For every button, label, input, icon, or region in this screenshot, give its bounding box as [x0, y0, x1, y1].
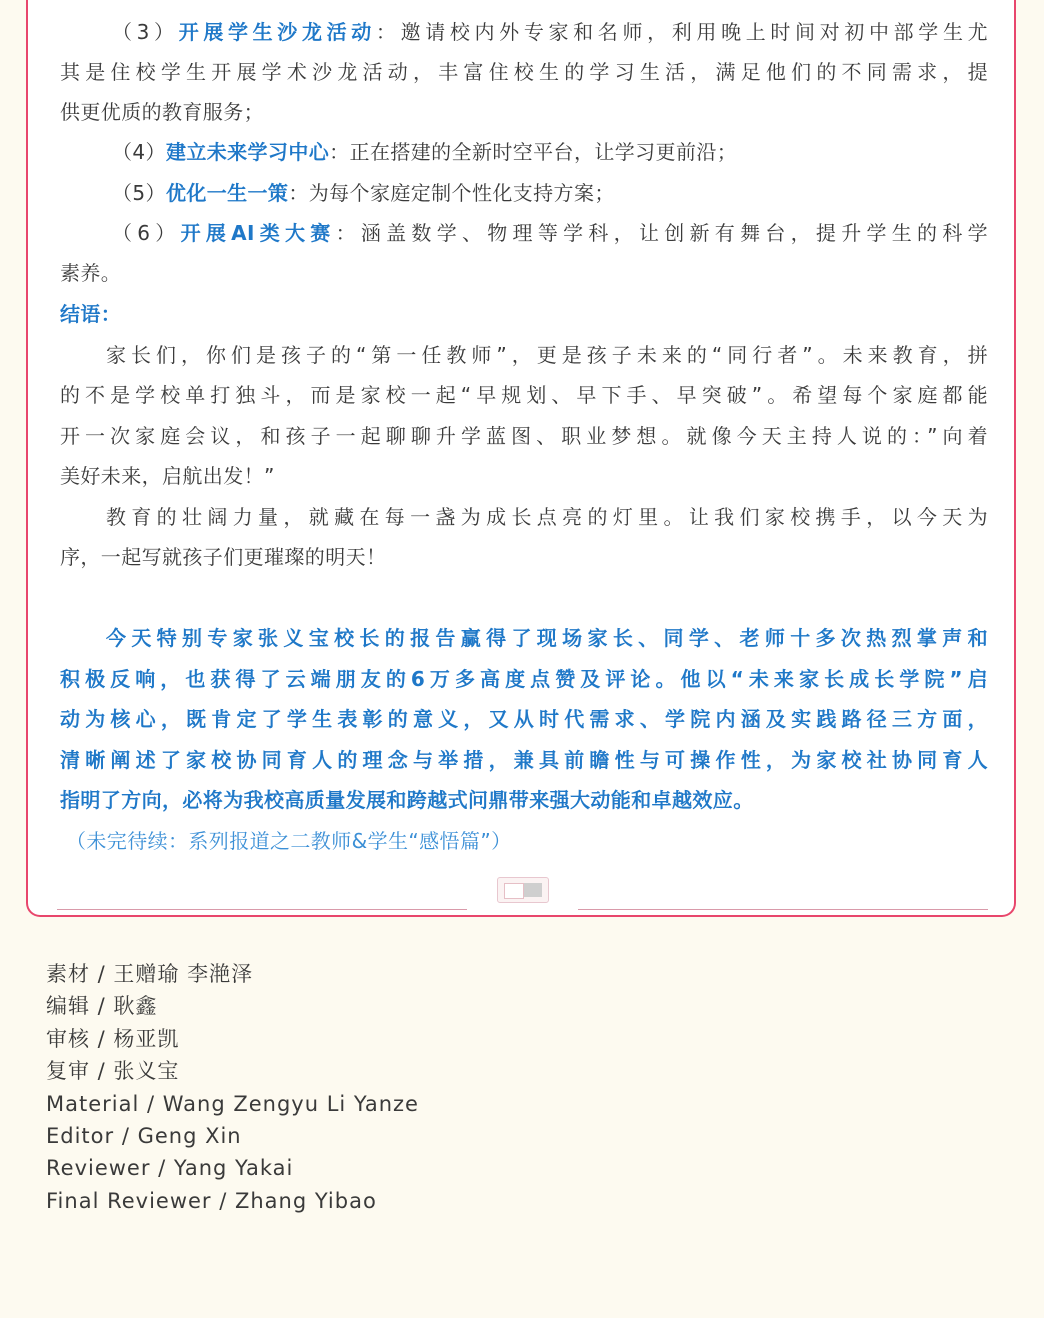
- credit-reviewer-cn: 审核 / 杨亚凯: [46, 1026, 180, 1051]
- item-3-line-2: 其是住校学生开展学术沙龙活动，丰富住校生的学习生活，满足他们的不同需求，提: [60, 60, 988, 84]
- item-4-title: 建立未来学习中心: [165, 140, 330, 164]
- summary-line-3: 动为核心，既肯定了学生表彰的意义，又从时代需求、学院内涵及实践路径三方面，: [60, 707, 988, 731]
- item-6-line-2: 素养。: [60, 261, 122, 285]
- item-4-line: （4）建立未来学习中心：正在搭建的全新时空平台，让学习更前沿；: [112, 140, 738, 164]
- credit-reviewer-en: Reviewer / Yang Yakai: [46, 1156, 294, 1181]
- credit-editor-en: Editor / Geng Xin: [46, 1123, 242, 1148]
- credits-block: [46, 958, 646, 1217]
- credit-final-reviewer-cn: 复审 / 张义宝: [46, 1059, 180, 1084]
- credit-final-reviewer-en: Final Reviewer / Zhang Yibao: [46, 1188, 377, 1213]
- credit-material-en: Material / Wang Zengyu Li Yanze: [46, 1091, 419, 1116]
- conclusion-p1-line-1: 家长们，你们是孩子的“第一任教师”，更是孩子未来的“同行者”。未来教育，拼: [106, 343, 988, 367]
- credit-material-cn: 素材 / 王赠瑜 李滟泽: [46, 962, 254, 986]
- credit-editor-cn: 编辑 / 耿鑫: [46, 994, 158, 1019]
- conclusion-p1-line-4: 美好未来，启航出发！”: [60, 464, 275, 488]
- article-card: [26, 0, 1016, 917]
- conclusion-p2-line-2: 序，一起写就孩子们更璀璨的明天！: [60, 545, 387, 569]
- item-3-line-1: （3）开展学生沙龙活动：邀请校内外专家和名师，利用晚上时间对初中部学生尤: [112, 20, 988, 44]
- summary-line-5: 指明了方向，必将为我校高质量发展和跨越式问鼎带来强大动能和卓越效应。: [60, 788, 754, 812]
- item-6-title: 开展AI类大赛: [180, 221, 336, 245]
- divider-right: [578, 909, 988, 910]
- divider-left: [57, 909, 467, 910]
- summary-line-2: 积极反响，也获得了云端朋友的6万多高度点赞及评论。他以“未来家长成长学院”启: [60, 667, 988, 691]
- item-5-title: 优化一生一策: [165, 181, 289, 205]
- summary-line-4: 清晰阐述了家校协同育人的理念与举措，兼具前瞻性与可操作性，为家校社协同育人: [60, 748, 988, 772]
- item-3-title: 开展学生沙龙活动: [178, 20, 376, 44]
- conclusion-heading: 结语：: [60, 302, 122, 326]
- item-6-line-1: （6）开展AI类大赛：涵盖数学、物理等学科，让创新有舞台，提升学生的科学: [112, 221, 988, 245]
- divider-ornament-icon: [497, 877, 549, 903]
- conclusion-p1-line-3: 开一次家庭会议，和孩子一起聊聊升学蓝图、职业梦想。就像今天主持人说的：”向着: [60, 424, 988, 448]
- item-3-line-3: 供更优质的教育服务；: [60, 100, 264, 124]
- conclusion-p2-line-1: 教育的壮阔力量，就藏在每一盏为成长点亮的灯里。让我们家校携手，以今天为: [106, 505, 988, 529]
- to-be-continued-note: （未完待续：系列报道之二教师&学生“感悟篇”）: [66, 829, 512, 853]
- conclusion-p1-line-2: 的不是学校单打独斗，而是家校一起“早规划、早下手、早突破”。希望每个家庭都能: [60, 383, 989, 407]
- summary-line-1: 今天特别专家张义宝校长的报告赢得了现场家长、同学、老师十多次热烈掌声和: [106, 626, 988, 650]
- item-5-line: （5）优化一生一策：为每个家庭定制个性化支持方案；: [112, 181, 615, 205]
